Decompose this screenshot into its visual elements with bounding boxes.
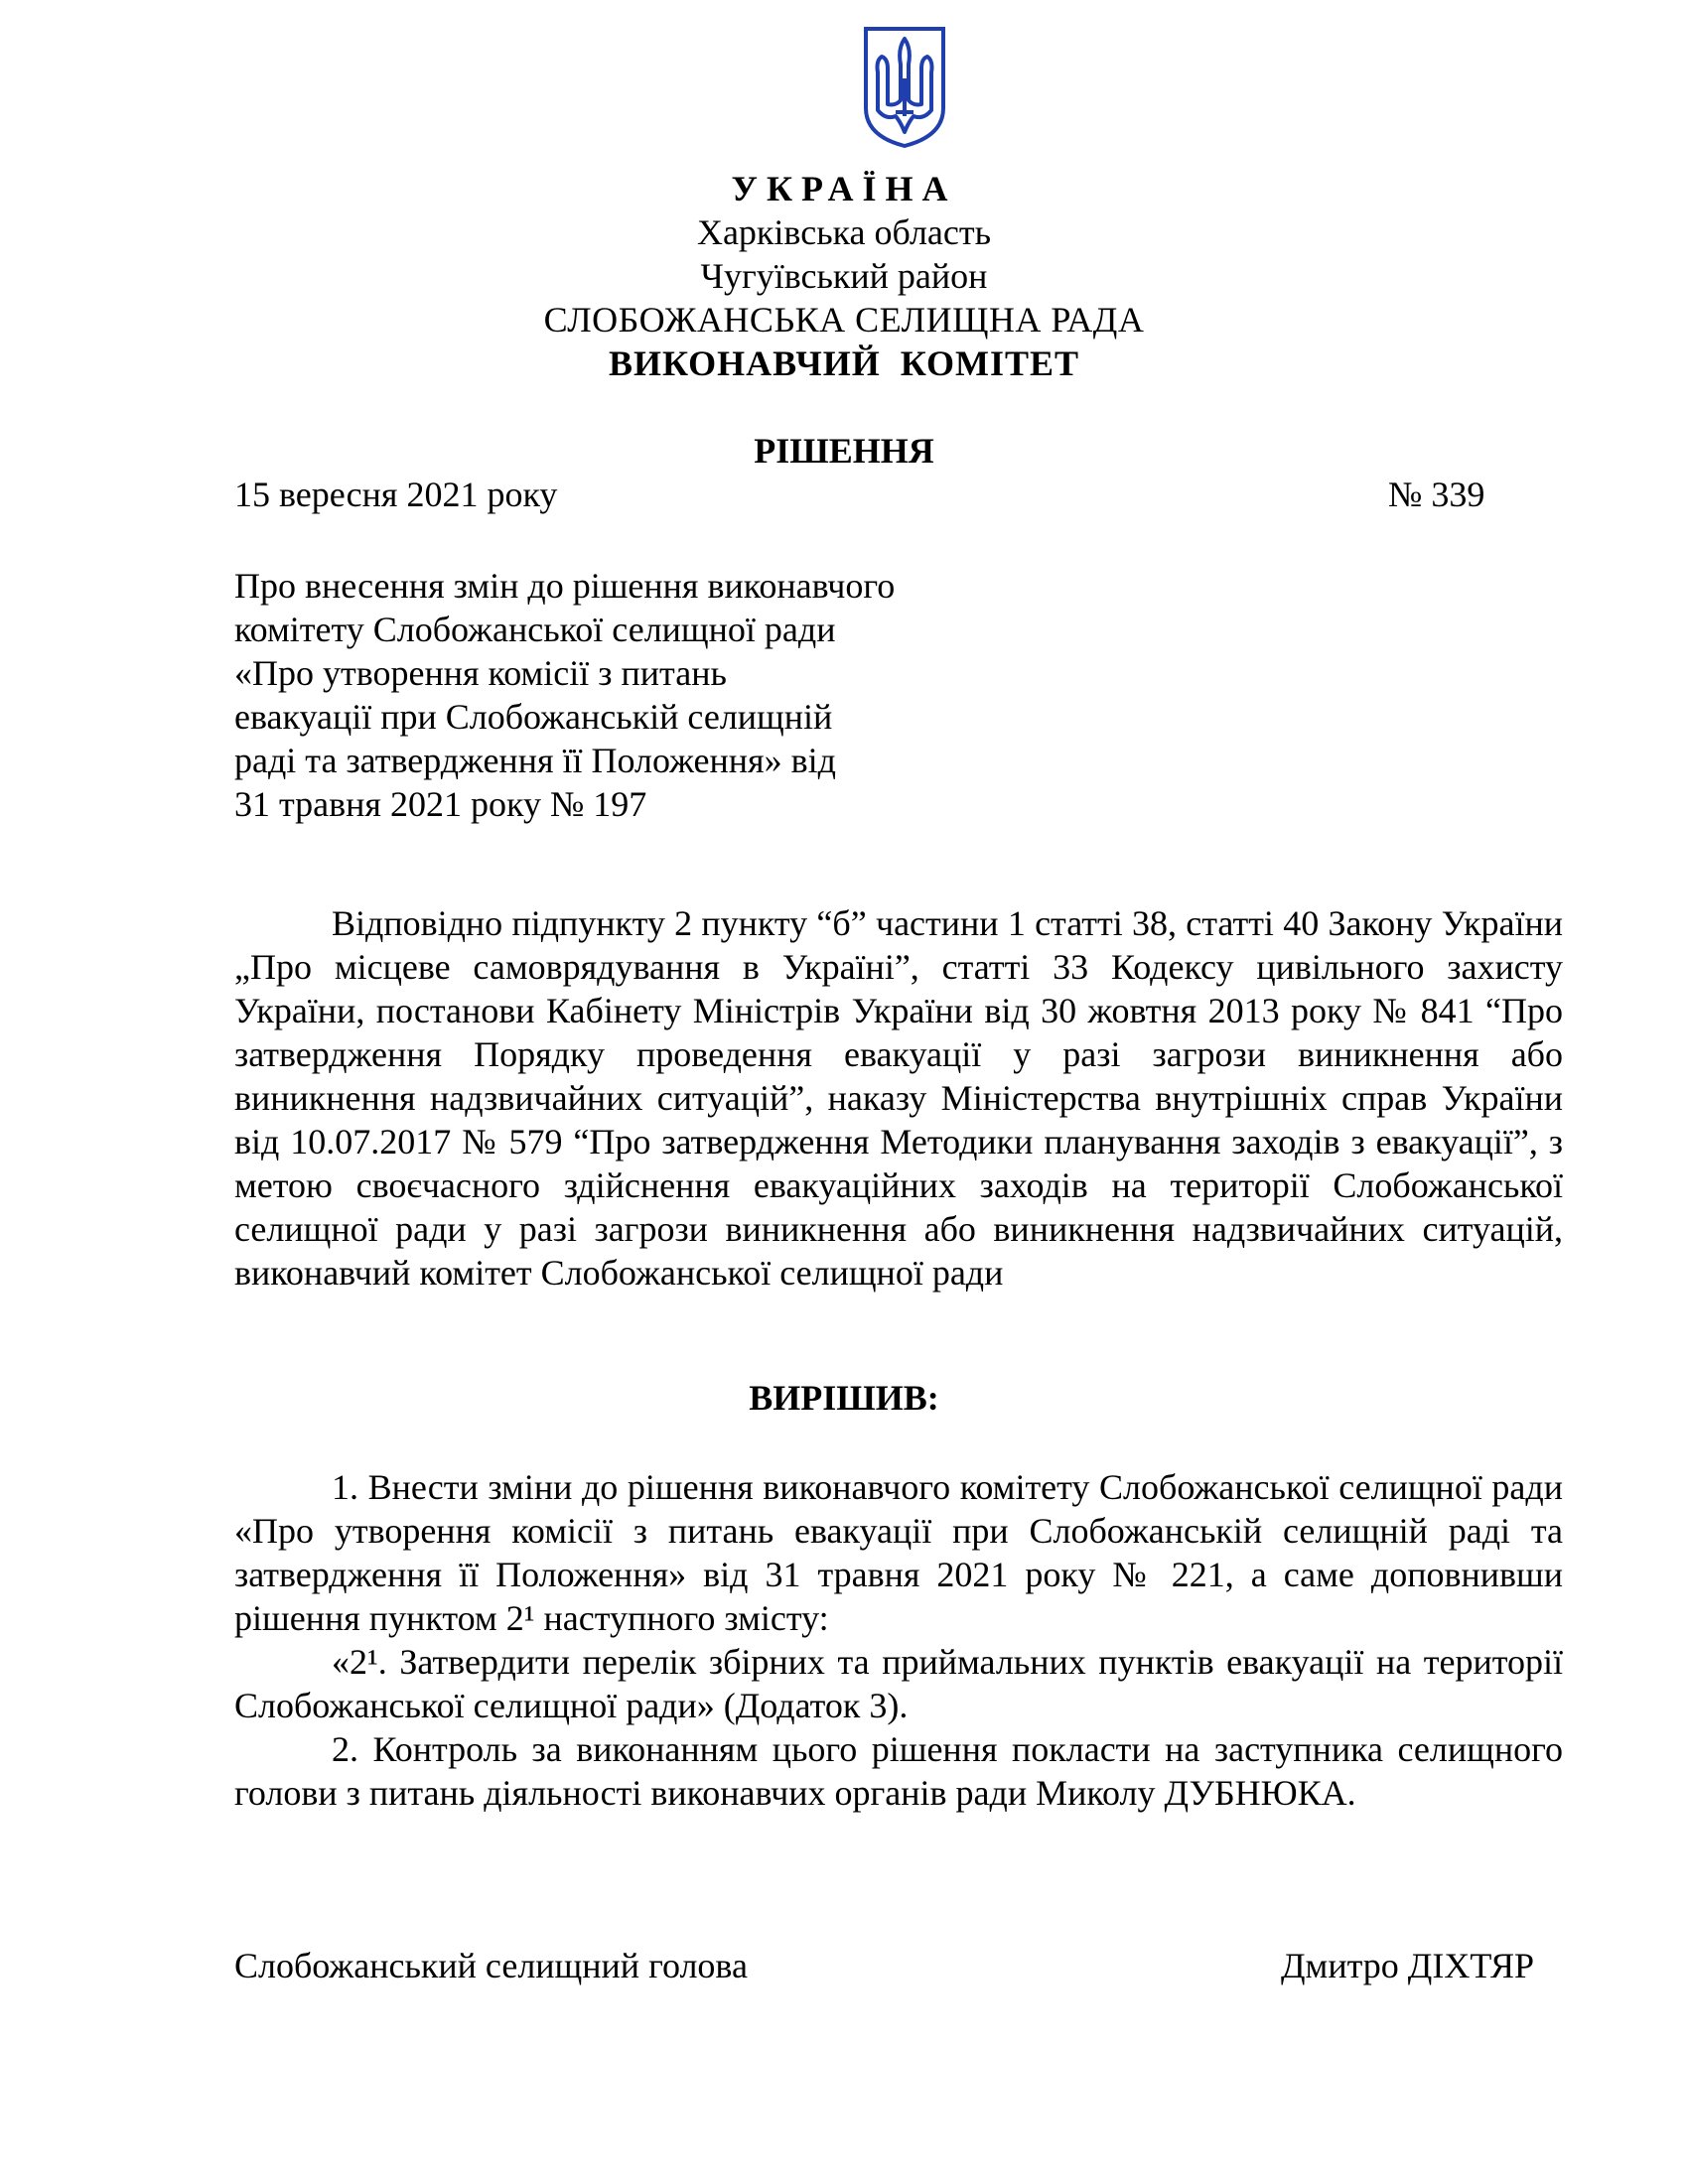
decision-date: 15 вересня 2021 року [234, 475, 558, 514]
committee-line: ВИКОНАВЧИЙ КОМІТЕТ [608, 343, 1080, 383]
subject-line: раді та затвердження її Положення» від [234, 741, 836, 780]
subject-line: «Про утворення комісії з питань [234, 653, 727, 693]
country-title: УКРАЇНА [731, 169, 957, 208]
preamble-paragraph: Відповідно підпункту 2 пункту “б” частини 1 статті 38, статті 40 Закону України „Про місцеве самоврядування в Україні”, статті 33 Кодексу цивільного захисту України, постанови Кабінету Міністрів України від 30 жовтня 2013 року № 841 “Про затвердження Порядку проведення евакуації у разі загрози виникнення або виникнення надзвичайних ситуацій”, наказу Міністерства внутрішніх справ України від 10.07.2017 № 579 “Про затвердження Методики планування заходів з евакуації”, з метою своєчасного здійснення евакуаційних заходів на території Слобожанської селищної ради у разі загрози виникнення або виникнення надзвичайних ситуацій, виконавчий комітет Слобожанської селищної ради [234, 903, 1563, 1293]
signature-name: Дмитро ДІХТЯР [1281, 1946, 1534, 1985]
decision-item-2: 2. Контроль за виконанням цього рішення покласти на заступника селищного голови з питань діяльності виконавчих органів ради Миколу ДУБНЮКА. [234, 1729, 1563, 1813]
region-line: Харківська область [696, 212, 992, 252]
decision-item-1: 1. Внести зміни до рішення виконавчого комітету Слобожанської селищної ради «Про утворення комісії з питань евакуації при Слобожанській селищній раді та затвердження її Положення» від 31 травня 2021 року № 221, а саме доповнивши рішення пунктом 2¹ наступного змісту: [234, 1467, 1563, 1638]
resolved-heading: ВИРІШИВ: [749, 1378, 939, 1418]
district-line: Чугуївський район [700, 256, 988, 296]
subject-line: Про внесення змін до рішення виконавчого [234, 566, 896, 606]
decision-items [234, 1465, 1563, 1815]
subject-line: евакуації при Слобожанській селищній [234, 697, 833, 737]
ukraine-coat-of-arms-icon [862, 25, 947, 150]
decision-subject [234, 564, 989, 826]
subject-line: комітету Слобожанської селищної ради [234, 610, 836, 649]
council-line: СЛОБОЖАНСЬКА СЕЛИЩНА РАДА [543, 300, 1145, 340]
decision-title: РІШЕННЯ [754, 431, 934, 471]
decision-item-1-addition: «2¹. Затвердити перелік збірних та приймальних пунктів евакуації на території Слобожанської селищної ради» (Додаток 3). [234, 1642, 1563, 1725]
subject-line: 31 травня 2021 року № 197 [234, 784, 647, 824]
signature-position: Слобожанський селищний голова [234, 1946, 748, 1985]
decision-number: № 339 [1388, 475, 1485, 514]
